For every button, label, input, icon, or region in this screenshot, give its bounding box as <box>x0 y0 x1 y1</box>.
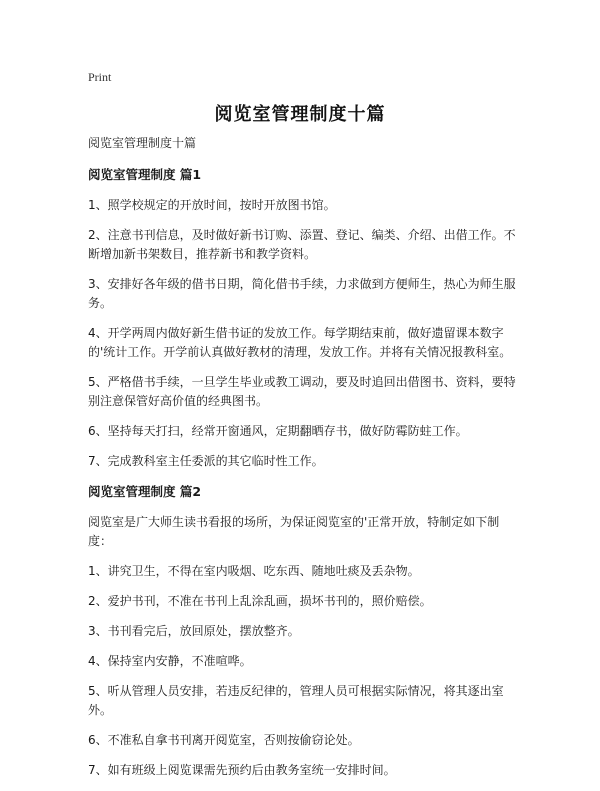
paragraph: 5、听从管理人员安排，若违反纪律的，管理人员可根据实际情况，将其逐出室外。 <box>88 684 504 717</box>
paragraph: 2、注意书刊信息，及时做好新书订购、添置、登记、编类、介绍、出借工作。不断增加新书架数目，推荐新书和教学资料。 <box>88 228 516 261</box>
paragraph: 6、坚持每天打扫，经常开窗通风，定期翻晒存书，做好防霉防蛀工作。 <box>88 424 468 438</box>
section-heading: 阅览室管理制度 篇1 <box>88 167 202 182</box>
paragraph: 3、书刊看完后，放回原处，摆放整齐。 <box>88 624 300 638</box>
paragraph: 7、完成教科室主任委派的其它临时性工作。 <box>88 454 324 468</box>
paragraph: 4、开学两周内做好新生借书证的发放工作。每学期结束前，做好遗留课本数字的'统计工作。开学前认真做好教材的清理，发放工作。并将有关情况报教科室。 <box>88 326 512 359</box>
paragraph: 1、讲究卫生，不得在室内吸烟、吃东西、随地吐痰及丢杂物。 <box>88 564 420 578</box>
paragraph: 阅览室是广大师生读书看报的场所，为保证阅览室的'正常开放，特制定如下制度： <box>88 515 500 548</box>
document-body <box>88 134 518 791</box>
paragraph: 7、如有班级上阅览课需先预约后由教务室统一安排时间。 <box>88 763 396 777</box>
section-heading: 阅览室管理制度 篇2 <box>88 484 202 499</box>
paragraph: 5、严格借书手续，一旦学生毕业或教工调动，要及时追回出借图书、资料，要特别注意保管好高价值的经典图书。 <box>88 375 516 408</box>
paragraph: 2、爱护书刊，不准在书刊上乱涂乱画，损坏书刊的，照价赔偿。 <box>88 594 432 608</box>
page-title: 阅览室管理制度十篇 <box>214 104 386 125</box>
section-1 <box>88 165 518 471</box>
paragraph: 1、照学校规定的开放时间，按时开放图书馆。 <box>88 198 336 212</box>
paragraph: 3、安排好各年级的借书日期，简化借书手续，力求做到方便师生，热心为师生服务。 <box>88 277 516 310</box>
document-subtitle: 阅览室管理制度十篇 <box>88 136 197 150</box>
paragraph: 4、保持室内安静，不准喧哗。 <box>88 654 252 668</box>
paragraph: 6、不准私自拿书刊离开阅览室，否则按偷窃论处。 <box>88 733 360 747</box>
print-label: Print <box>88 70 112 84</box>
section-2 <box>88 482 518 780</box>
